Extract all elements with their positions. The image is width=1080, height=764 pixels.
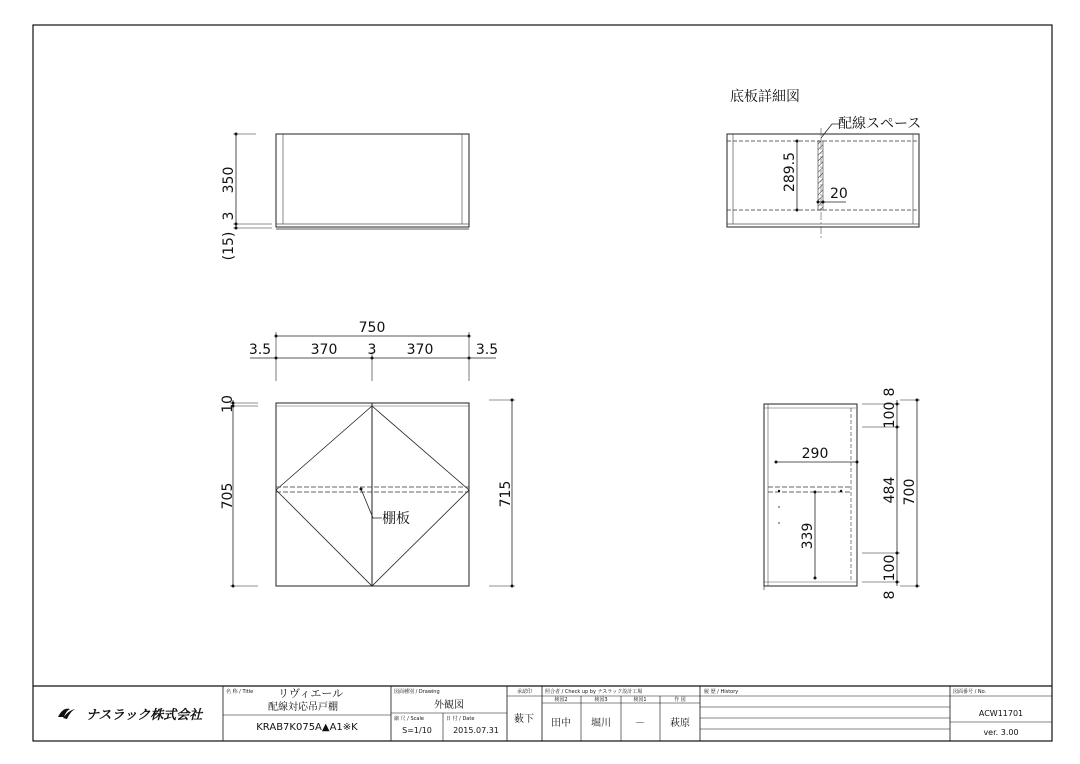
side-view-outline xyxy=(764,404,857,586)
check-col-0: 検図2 xyxy=(554,697,568,703)
check-val-2: － xyxy=(635,718,645,729)
scale-header: 縮 尺 / Scale xyxy=(394,716,424,722)
approver-value: 薮下 xyxy=(514,714,534,725)
dim-top-15: (15) xyxy=(221,231,237,261)
callout-shelf: 棚板 xyxy=(382,511,410,527)
number-header: 図面番号 / No. xyxy=(953,689,987,695)
check-col-3: 作 図 xyxy=(674,697,686,703)
check-val-1: 堀川 xyxy=(591,718,611,729)
check-header: 照合者 / Check up by ナスラック設計工場 xyxy=(545,689,643,695)
top-view-outline xyxy=(276,134,469,227)
check-col-2: 検図1 xyxy=(633,697,647,703)
number-value: ACW11701 xyxy=(978,709,1024,718)
title-line2: 配線対応吊戸棚 xyxy=(268,702,338,713)
title-line1: リヴィエール xyxy=(278,687,344,700)
dim-side-100-bottom: 100 xyxy=(882,554,898,582)
sheet-border xyxy=(33,25,1052,741)
dim-front-3-5-right: 3.5 xyxy=(475,342,499,358)
company-name: ナスラック株式会社 xyxy=(86,708,203,723)
dim-side-290: 290 xyxy=(801,446,829,462)
date-header: 日 付 / Date xyxy=(446,716,475,722)
check-val-0: 田中 xyxy=(551,718,571,729)
dim-side-484: 484 xyxy=(882,476,898,504)
callout-wiring-space: 配線スペース xyxy=(838,116,922,132)
dim-front-715: 715 xyxy=(498,480,514,508)
dim-front-370-left: 370 xyxy=(310,342,338,358)
dim-top-350: 350 xyxy=(221,166,237,194)
date-value: 2015.07.31 xyxy=(453,726,499,735)
dim-front-10: 10 xyxy=(220,395,236,413)
dim-front-3-5-left: 3.5 xyxy=(248,342,272,358)
company-logo xyxy=(58,707,204,723)
wiring-space-hatch xyxy=(818,141,823,210)
dim-front-3-center: 3 xyxy=(367,342,377,358)
section-title: 底板詳細図 xyxy=(730,89,800,105)
check-col-1: 検図3 xyxy=(594,697,608,703)
scale-value: S=1/10 xyxy=(402,726,432,735)
front-view xyxy=(220,320,515,588)
version-value: ver. 3.00 xyxy=(983,728,1019,737)
title-block xyxy=(33,686,1052,741)
drawing-value: 外観図 xyxy=(434,700,464,711)
top-view xyxy=(221,133,469,261)
dim-front-370-right: 370 xyxy=(406,342,434,358)
title-header: 名 称 / Title xyxy=(226,689,254,695)
dim-side-339: 339 xyxy=(800,522,816,550)
dim-front-705: 705 xyxy=(220,482,236,510)
dim-detail-20: 20 xyxy=(830,186,848,202)
dim-side-700: 700 xyxy=(902,478,918,506)
model-number: KRAB7K075A▲A1※K xyxy=(256,722,358,733)
dim-side-100-top: 100 xyxy=(882,401,898,429)
dim-side-8-bottom: 8 xyxy=(882,590,898,600)
dim-top-3: 3 xyxy=(221,211,237,221)
dim-detail-289-5: 289.5 xyxy=(782,151,798,193)
approver-header: 承認印 xyxy=(517,689,533,695)
bottom-board-detail xyxy=(727,88,921,240)
dim-side-8-top: 8 xyxy=(882,387,898,397)
drawing-header: 図面種別 / Drawing xyxy=(394,689,440,695)
check-val-3: 萩原 xyxy=(670,718,690,729)
history-header: 履 歴 / History xyxy=(704,689,739,695)
dim-front-750: 750 xyxy=(358,320,386,336)
side-view xyxy=(764,388,920,600)
